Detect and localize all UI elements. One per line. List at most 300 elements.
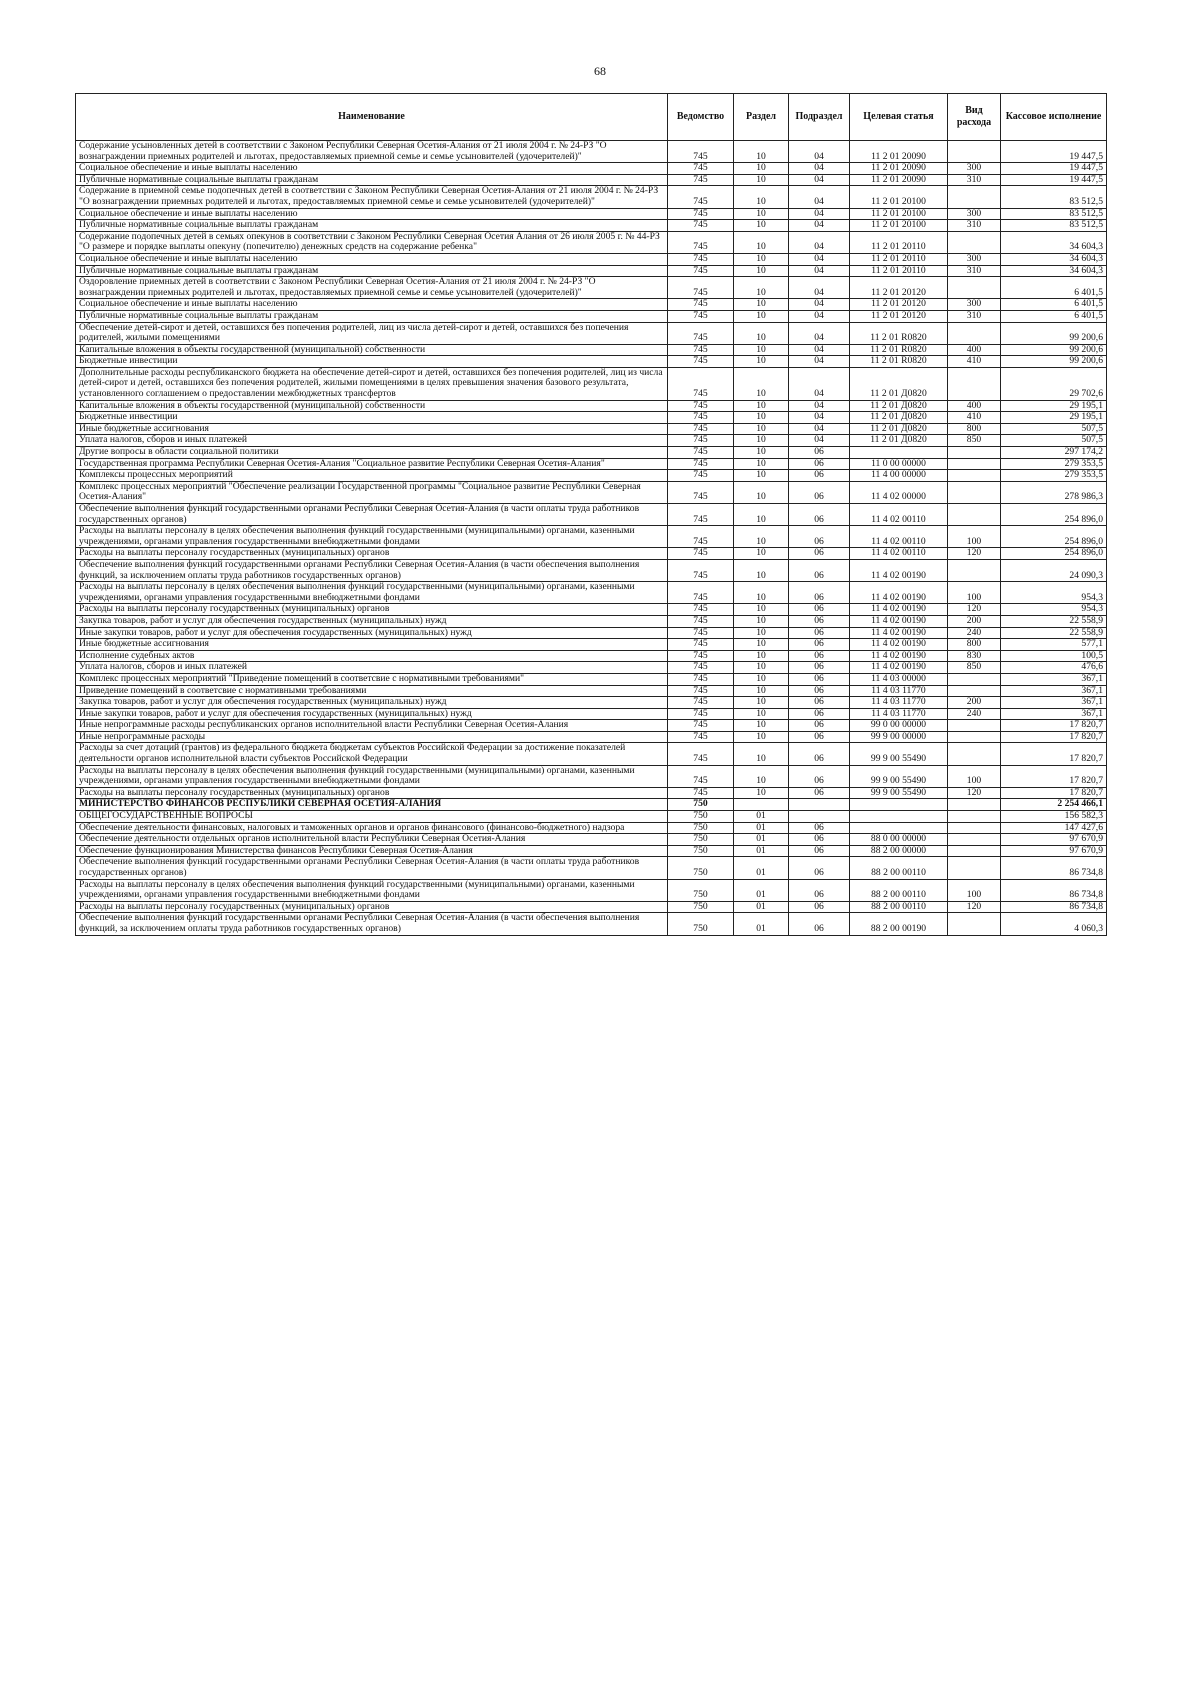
row-department-cell: 745 [668, 344, 734, 356]
row-sum-cell: 156 582,3 [1001, 811, 1107, 823]
row-sum-cell: 17 820,7 [1001, 720, 1107, 732]
row-name-cell: Оздоровление приемных детей в соответствии с Законом Республики Северная Осетия-Алания от 21 июля 2004 г. № 24-РЗ "О вознаграждении приемных родителей и льготах, предоставляемых приемной семье и семье усыновителей (удочерителей)" [76, 277, 668, 299]
row-department-cell: 745 [668, 604, 734, 616]
row-target-cell: 88 0 00 00000 [850, 834, 948, 846]
row-target-cell: 11 2 01 R0820 [850, 322, 948, 344]
row-kind-cell: 120 [948, 548, 1001, 560]
table-row [76, 435, 1107, 447]
row-kind-cell [948, 685, 1001, 697]
row-target-cell: 11 2 01 20110 [850, 265, 948, 277]
row-name-cell: Публичные нормативные социальные выплаты гражданам [76, 174, 668, 186]
row-name-cell: Иные непрограммные расходы республиканских органов исполнительной власти Республики Северная Осетия-Алания [76, 720, 668, 732]
row-sum-cell: 954,3 [1001, 604, 1107, 616]
row-sum-cell: 278 986,3 [1001, 481, 1107, 503]
table-row [76, 604, 1107, 616]
row-kind-cell: 100 [948, 879, 1001, 901]
table-row [76, 458, 1107, 470]
row-section-cell: 10 [734, 673, 789, 685]
row-department-cell: 745 [668, 548, 734, 560]
row-kind-cell [948, 913, 1001, 935]
row-department-cell: 750 [668, 901, 734, 913]
row-subsection-cell: 06 [789, 481, 850, 503]
row-department-cell: 745 [668, 627, 734, 639]
table-row [76, 822, 1107, 834]
row-target-cell: 11 4 02 00190 [850, 650, 948, 662]
row-section-cell: 01 [734, 811, 789, 823]
row-department-cell: 745 [668, 720, 734, 732]
row-subsection-cell: 06 [789, 708, 850, 720]
row-target-cell [850, 447, 948, 459]
row-subsection-cell: 06 [789, 822, 850, 834]
row-sum-cell: 29 702,6 [1001, 367, 1107, 400]
row-department-cell: 745 [668, 582, 734, 604]
table-row [76, 662, 1107, 674]
row-department-cell: 745 [668, 650, 734, 662]
row-target-cell: 11 2 01 20100 [850, 220, 948, 232]
row-name-cell: Публичные нормативные социальные выплаты гражданам [76, 310, 668, 322]
row-target-cell: 11 2 01 R0820 [850, 344, 948, 356]
row-target-cell: 11 4 03 11770 [850, 697, 948, 709]
row-target-cell: 11 2 01 20090 [850, 163, 948, 175]
row-subsection-cell [789, 811, 850, 823]
row-name-cell: Бюджетные инвестиции [76, 356, 668, 368]
row-target-cell: 11 2 01 20120 [850, 277, 948, 299]
row-section-cell: 10 [734, 526, 789, 548]
row-subsection-cell: 06 [789, 526, 850, 548]
row-sum-cell: 99 200,6 [1001, 344, 1107, 356]
row-target-cell: 11 4 00 00000 [850, 470, 948, 482]
row-target-cell: 11 4 02 00110 [850, 526, 948, 548]
row-target-cell: 11 2 01 Д0820 [850, 367, 948, 400]
row-subsection-cell: 06 [789, 470, 850, 482]
row-kind-cell [948, 731, 1001, 743]
row-sum-cell: 34 604,3 [1001, 253, 1107, 265]
table-row [76, 344, 1107, 356]
row-target-cell [850, 811, 948, 823]
row-section-cell: 10 [734, 186, 789, 208]
table-row [76, 834, 1107, 846]
row-kind-cell: 400 [948, 400, 1001, 412]
table-row [76, 481, 1107, 503]
row-section-cell: 10 [734, 344, 789, 356]
row-name-cell: Уплата налогов, сборов и иных платежей [76, 662, 668, 674]
row-name-cell: Исполнение судебных актов [76, 650, 668, 662]
row-kind-cell: 100 [948, 582, 1001, 604]
row-name-cell: Социальное обеспечение и иные выплаты населению [76, 163, 668, 175]
table-row [76, 356, 1107, 368]
row-sum-cell: 147 427,6 [1001, 822, 1107, 834]
row-kind-cell: 200 [948, 615, 1001, 627]
table-row [76, 220, 1107, 232]
row-subsection-cell: 06 [789, 697, 850, 709]
table-row [76, 731, 1107, 743]
row-section-cell: 10 [734, 163, 789, 175]
row-section-cell: 10 [734, 708, 789, 720]
row-department-cell: 750 [668, 811, 734, 823]
row-section-cell: 10 [734, 470, 789, 482]
row-sum-cell: 254 896,0 [1001, 504, 1107, 526]
row-department-cell: 745 [668, 765, 734, 787]
row-department-cell: 745 [668, 412, 734, 424]
row-name-cell: Обеспечение функционирования Министерства финансов Республики Северная Осетия-Алания [76, 845, 668, 857]
row-sum-cell: 19 447,5 [1001, 174, 1107, 186]
row-sum-cell: 83 512,5 [1001, 208, 1107, 220]
table-row [76, 720, 1107, 732]
row-name-cell: Обеспечение деятельности отдельных органов исполнительной власти Республики Северная Осетия-Алания [76, 834, 668, 846]
row-sum-cell: 367,1 [1001, 697, 1107, 709]
row-name-cell: ОБЩЕГОСУДАРСТВЕННЫЕ ВОПРОСЫ [76, 811, 668, 823]
row-target-cell: 11 4 02 00110 [850, 548, 948, 560]
row-sum-cell: 19 447,5 [1001, 163, 1107, 175]
table-row [76, 627, 1107, 639]
row-section-cell: 10 [734, 458, 789, 470]
row-section-cell: 10 [734, 650, 789, 662]
row-target-cell: 11 2 01 20110 [850, 253, 948, 265]
table-row [76, 423, 1107, 435]
row-kind-cell: 300 [948, 299, 1001, 311]
row-target-cell: 11 4 03 11770 [850, 708, 948, 720]
row-kind-cell: 200 [948, 697, 1001, 709]
row-department-cell: 745 [668, 299, 734, 311]
table-row [76, 787, 1107, 799]
row-section-cell: 10 [734, 765, 789, 787]
row-sum-cell: 86 734,8 [1001, 857, 1107, 879]
row-subsection-cell: 06 [789, 901, 850, 913]
row-name-cell: Обеспечение детей-сирот и детей, оставшихся без попечения родителей, лиц из числа детей-сирот и детей, оставшихся без попечения родителей, жилыми помещениями [76, 322, 668, 344]
row-sum-cell: 34 604,3 [1001, 231, 1107, 253]
row-subsection-cell: 04 [789, 367, 850, 400]
row-kind-cell: 120 [948, 787, 1001, 799]
table-row [76, 253, 1107, 265]
table-row [76, 163, 1107, 175]
row-section-cell: 10 [734, 208, 789, 220]
row-kind-cell [948, 743, 1001, 765]
row-name-cell: Социальное обеспечение и иные выплаты населению [76, 299, 668, 311]
row-target-cell: 11 4 02 00110 [850, 504, 948, 526]
table-row [76, 367, 1107, 400]
row-subsection-cell: 06 [789, 845, 850, 857]
row-subsection-cell: 06 [789, 447, 850, 459]
row-kind-cell: 310 [948, 265, 1001, 277]
row-kind-cell: 410 [948, 356, 1001, 368]
table-row [76, 447, 1107, 459]
row-name-cell: Дополнительные расходы республиканского бюджета на обеспечение детей-сирот и детей, оставшихся без попечения родителей, лиц из числа детей-сирот и детей, оставшихся без попечения родителей, жилыми помещениями в целях превышения значения базового результата, установленного соглашением о предоставлении межбюджетных трансфертов [76, 367, 668, 400]
row-department-cell: 745 [668, 458, 734, 470]
row-target-cell: 88 2 00 00110 [850, 879, 948, 901]
row-department-cell: 750 [668, 845, 734, 857]
table-row [76, 639, 1107, 651]
row-department-cell: 745 [668, 356, 734, 368]
row-subsection-cell: 04 [789, 265, 850, 277]
table-row [76, 685, 1107, 697]
row-name-cell: Публичные нормативные социальные выплаты гражданам [76, 265, 668, 277]
row-name-cell: МИНИСТЕРСТВО ФИНАНСОВ РЕСПУБЛИКИ СЕВЕРНАЯ ОСЕТИЯ-АЛАНИЯ [76, 799, 668, 811]
row-department-cell: 745 [668, 526, 734, 548]
row-target-cell: 11 2 01 20120 [850, 310, 948, 322]
row-department-cell: 750 [668, 799, 734, 811]
row-sum-cell: 254 896,0 [1001, 548, 1107, 560]
row-name-cell: Закупка товаров, работ и услуг для обеспечения государственных (муниципальных) нужд [76, 615, 668, 627]
row-department-cell: 745 [668, 447, 734, 459]
row-target-cell: 88 2 00 00000 [850, 845, 948, 857]
row-target-cell: 11 2 01 Д0820 [850, 400, 948, 412]
row-subsection-cell: 06 [789, 650, 850, 662]
header-kind: Вид расхода [948, 94, 1001, 141]
row-name-cell: Содержание в приемной семье подопечных детей в соответствии с Законом Республики Северная Осетия-Алания от 21 июля 2004 г. № 24-РЗ "О вознаграждении приемных родителей и льготах, предоставляемых приемной семье и семье усыновителей (удочерителей)" [76, 186, 668, 208]
row-name-cell: Социальное обеспечение и иные выплаты населению [76, 253, 668, 265]
table-row [76, 743, 1107, 765]
row-target-cell: 11 2 01 Д0820 [850, 435, 948, 447]
row-section-cell: 10 [734, 400, 789, 412]
row-name-cell: Публичные нормативные социальные выплаты гражданам [76, 220, 668, 232]
row-kind-cell [948, 857, 1001, 879]
row-kind-cell: 800 [948, 639, 1001, 651]
row-department-cell: 750 [668, 857, 734, 879]
row-sum-cell: 577,1 [1001, 639, 1107, 651]
row-subsection-cell: 06 [789, 458, 850, 470]
row-section-cell: 10 [734, 253, 789, 265]
row-sum-cell: 17 820,7 [1001, 787, 1107, 799]
table-row [76, 265, 1107, 277]
row-subsection-cell: 04 [789, 186, 850, 208]
row-subsection-cell: 06 [789, 548, 850, 560]
row-sum-cell: 2 254 466,1 [1001, 799, 1107, 811]
row-section-cell: 01 [734, 857, 789, 879]
row-kind-cell [948, 834, 1001, 846]
row-department-cell: 745 [668, 322, 734, 344]
row-department-cell: 750 [668, 879, 734, 901]
row-section-cell: 10 [734, 787, 789, 799]
row-target-cell: 11 2 01 20100 [850, 186, 948, 208]
table-row [76, 504, 1107, 526]
budget-execution-table [75, 93, 1107, 936]
row-subsection-cell: 04 [789, 435, 850, 447]
table-row [76, 857, 1107, 879]
table-row [76, 310, 1107, 322]
row-kind-cell: 830 [948, 650, 1001, 662]
row-kind-cell: 120 [948, 901, 1001, 913]
row-department-cell: 745 [668, 265, 734, 277]
row-section-cell: 01 [734, 879, 789, 901]
row-kind-cell [948, 822, 1001, 834]
row-name-cell: Комплекс процессных мероприятий "Обеспечение реализации Государственной программы "Социальное развитие Республики Северная Осетия-Алания" [76, 481, 668, 503]
row-kind-cell: 100 [948, 526, 1001, 548]
table-row [76, 186, 1107, 208]
row-kind-cell [948, 720, 1001, 732]
row-target-cell: 99 9 00 55490 [850, 787, 948, 799]
row-name-cell: Уплата налогов, сборов и иных платежей [76, 435, 668, 447]
row-department-cell: 750 [668, 913, 734, 935]
row-target-cell: 11 2 01 20110 [850, 231, 948, 253]
row-subsection-cell: 06 [789, 639, 850, 651]
table-row [76, 708, 1107, 720]
row-target-cell: 11 2 01 Д0820 [850, 412, 948, 424]
row-section-cell: 10 [734, 720, 789, 732]
row-target-cell: 11 4 02 00190 [850, 627, 948, 639]
row-kind-cell [948, 367, 1001, 400]
row-section-cell: 01 [734, 845, 789, 857]
row-target-cell: 11 4 02 00190 [850, 582, 948, 604]
row-kind-cell [948, 470, 1001, 482]
table-row [76, 811, 1107, 823]
row-name-cell: Закупка товаров, работ и услуг для обеспечения государственных (муниципальных) нужд [76, 697, 668, 709]
row-subsection-cell: 06 [789, 604, 850, 616]
row-kind-cell: 310 [948, 310, 1001, 322]
row-sum-cell: 17 820,7 [1001, 765, 1107, 787]
row-kind-cell: 120 [948, 604, 1001, 616]
row-sum-cell: 99 200,6 [1001, 322, 1107, 344]
row-subsection-cell: 04 [789, 163, 850, 175]
row-subsection-cell: 06 [789, 559, 850, 581]
row-department-cell: 745 [668, 277, 734, 299]
row-department-cell: 745 [668, 435, 734, 447]
row-name-cell: Обеспечение деятельности финансовых, налоговых и таможенных органов и органов финансового (финансово-бюджетного) надзора [76, 822, 668, 834]
row-section-cell: 10 [734, 299, 789, 311]
row-name-cell: Расходы на выплаты персоналу в целях обеспечения выполнения функций государственными (муниципальными) органами, казенными учреждениями, органами управления государственными внебюджетными фондами [76, 879, 668, 901]
row-target-cell: 11 4 02 00190 [850, 559, 948, 581]
row-name-cell: Расходы на выплаты персоналу в целях обеспечения выполнения функций государственными (муниципальными) органами, казенными учреждениями, органами управления государственными внебюджетными фондами [76, 526, 668, 548]
row-section-cell: 10 [734, 627, 789, 639]
row-kind-cell [948, 322, 1001, 344]
row-subsection-cell: 04 [789, 400, 850, 412]
row-department-cell: 745 [668, 470, 734, 482]
row-kind-cell: 310 [948, 220, 1001, 232]
row-subsection-cell: 04 [789, 322, 850, 344]
row-kind-cell: 410 [948, 412, 1001, 424]
row-section-cell: 01 [734, 901, 789, 913]
row-sum-cell: 6 401,5 [1001, 299, 1107, 311]
row-target-cell: 11 4 02 00000 [850, 481, 948, 503]
row-sum-cell: 367,1 [1001, 685, 1107, 697]
row-name-cell: Обеспечение выполнения функций государственными органами Республики Северная Осетия-Алания (в части оплаты труда работников государственных органов) [76, 857, 668, 879]
row-kind-cell [948, 141, 1001, 163]
row-subsection-cell: 06 [789, 673, 850, 685]
row-target-cell: 99 9 00 00000 [850, 731, 948, 743]
table-row [76, 615, 1107, 627]
row-target-cell: 99 9 00 55490 [850, 743, 948, 765]
row-section-cell: 10 [734, 481, 789, 503]
row-sum-cell: 86 734,8 [1001, 879, 1107, 901]
row-name-cell: Иные бюджетные ассигнования [76, 423, 668, 435]
row-name-cell: Обеспечение выполнения функций государственными органами Республики Северная Осетия-Алания (в части обеспечения выполнения функций, за исключением оплаты труда работников государственных органов) [76, 559, 668, 581]
row-kind-cell [948, 845, 1001, 857]
row-section-cell: 10 [734, 174, 789, 186]
row-subsection-cell: 04 [789, 310, 850, 322]
row-subsection-cell: 06 [789, 787, 850, 799]
row-section-cell: 10 [734, 310, 789, 322]
row-section-cell: 10 [734, 435, 789, 447]
table-row [76, 845, 1107, 857]
row-subsection-cell: 06 [789, 879, 850, 901]
row-name-cell: Социальное обеспечение и иные выплаты населению [76, 208, 668, 220]
row-department-cell: 745 [668, 163, 734, 175]
row-section-cell: 10 [734, 582, 789, 604]
row-section-cell: 10 [734, 412, 789, 424]
row-kind-cell: 400 [948, 344, 1001, 356]
row-subsection-cell: 06 [789, 731, 850, 743]
row-name-cell: Содержание усыновленных детей в соответствии с Законом Республики Северная Осетия-Алания от 21 июля 2004 г. № 24-РЗ "О вознаграждении приемных родителей и льготах, предоставляемых приемной семье и семье усыновителей (удочерителей)" [76, 141, 668, 163]
row-section-cell: 10 [734, 367, 789, 400]
row-name-cell: Приведение помещений в соответсвие с нормативными требованиями [76, 685, 668, 697]
row-subsection-cell: 04 [789, 277, 850, 299]
row-department-cell: 745 [668, 423, 734, 435]
row-department-cell: 745 [668, 504, 734, 526]
row-sum-cell: 24 090,3 [1001, 559, 1107, 581]
row-target-cell: 11 2 01 Д0820 [850, 423, 948, 435]
row-section-cell: 10 [734, 322, 789, 344]
row-name-cell: Расходы на выплаты персоналу в целях обеспечения выполнения функций государственными (муниципальными) органами, казенными учреждениями, органами управления государственными внебюджетными фондами [76, 582, 668, 604]
row-sum-cell: 6 401,5 [1001, 277, 1107, 299]
row-target-cell: 11 4 02 00190 [850, 639, 948, 651]
row-section-cell: 10 [734, 504, 789, 526]
row-department-cell: 745 [668, 141, 734, 163]
row-name-cell: Другие вопросы в области социальной политики [76, 447, 668, 459]
table-row [76, 901, 1107, 913]
row-sum-cell: 17 820,7 [1001, 743, 1107, 765]
table-row [76, 277, 1107, 299]
row-section-cell: 01 [734, 822, 789, 834]
row-name-cell: Расходы на выплаты персоналу государственных (муниципальных) органов [76, 548, 668, 560]
row-name-cell: Обеспечение выполнения функций государственными органами Республики Северная Осетия-Алания (в части оплаты труда работников государственных органов) [76, 504, 668, 526]
row-name-cell: Иные бюджетные ассигнования [76, 639, 668, 651]
row-sum-cell: 86 734,8 [1001, 901, 1107, 913]
row-section-cell: 10 [734, 231, 789, 253]
row-section-cell: 10 [734, 277, 789, 299]
row-sum-cell: 17 820,7 [1001, 731, 1107, 743]
row-name-cell: Капитальные вложения в объекты государственной (муниципальной) собственности [76, 344, 668, 356]
page-number: 68 [594, 64, 606, 78]
row-sum-cell: 476,6 [1001, 662, 1107, 674]
row-name-cell: Содержание подопечных детей в семьях опекунов в соответствии с Законом Республики Северная Осетия Алания от 26 июля 2005 г. № 44-РЗ "О размере и порядке выплаты опекуну (попечителю) денежных средств на содержание ребенка" [76, 231, 668, 253]
row-department-cell: 750 [668, 834, 734, 846]
row-kind-cell: 300 [948, 208, 1001, 220]
table-row [76, 673, 1107, 685]
row-section-cell: 10 [734, 615, 789, 627]
row-sum-cell: 29 195,1 [1001, 400, 1107, 412]
row-subsection-cell: 04 [789, 423, 850, 435]
row-section-cell: 10 [734, 639, 789, 651]
row-department-cell: 745 [668, 174, 734, 186]
row-section-cell: 10 [734, 559, 789, 581]
table-row [76, 208, 1107, 220]
table-row [76, 799, 1107, 811]
row-sum-cell: 254 896,0 [1001, 526, 1107, 548]
row-section-cell: 10 [734, 662, 789, 674]
row-department-cell: 745 [668, 743, 734, 765]
row-department-cell: 745 [668, 615, 734, 627]
row-sum-cell: 34 604,3 [1001, 265, 1107, 277]
row-target-cell: 99 0 00 00000 [850, 720, 948, 732]
table-row [76, 650, 1107, 662]
table-row [76, 879, 1107, 901]
row-department-cell: 745 [668, 253, 734, 265]
table-row [76, 299, 1107, 311]
row-section-cell: 01 [734, 834, 789, 846]
row-sum-cell: 19 447,5 [1001, 141, 1107, 163]
row-kind-cell [948, 458, 1001, 470]
row-department-cell: 745 [668, 673, 734, 685]
row-target-cell: 11 4 02 00190 [850, 615, 948, 627]
row-subsection-cell: 04 [789, 344, 850, 356]
row-target-cell: 88 2 00 00110 [850, 901, 948, 913]
row-sum-cell: 367,1 [1001, 708, 1107, 720]
row-section-cell: 01 [734, 913, 789, 935]
row-subsection-cell: 06 [789, 615, 850, 627]
row-department-cell: 750 [668, 822, 734, 834]
row-kind-cell [948, 799, 1001, 811]
row-section-cell [734, 799, 789, 811]
header-name: Наименование [76, 94, 668, 141]
